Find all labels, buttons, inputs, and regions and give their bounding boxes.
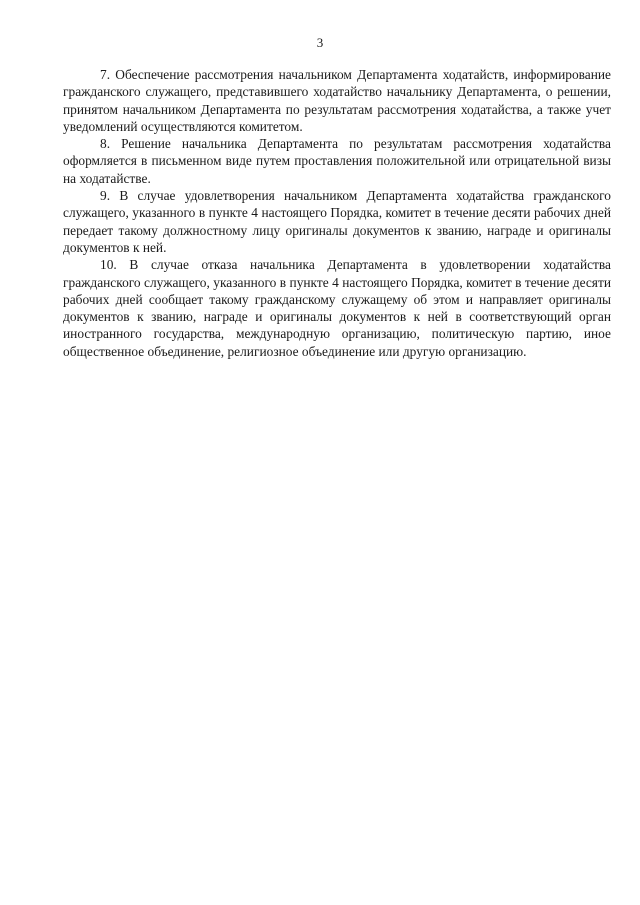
paragraph-7: 7. Обеспечение рассмотрения начальником Департамента ходатайств, информирование гражданского служащего, представившего ходатайство начальнику Департамента, о решении, принятом начальником Департамента по результатам рассмотрения ходатайства, а также учет уведомлений осуществляются комитетом. — [63, 67, 611, 134]
paragraph-9: 9. В случае удовлетворения начальником Департамента ходатайства гражданского служащего, указанного в пункте 4 настоящего Порядка, комитет в течение десяти рабочих дней передает такому должностному лицу оригиналы документов к званию, награде и оригиналы документов к ней. — [63, 188, 611, 255]
paragraph-10: 10. В случае отказа начальника Департамента в удовлетворении ходатайства гражданского служащего, указанного в пункте 4 настоящего Порядка, комитет в течение десяти рабочих дней сообщает такому гражданскому служащему об этом и направляет оригиналы документов к званию, награде и оригиналы документов к ней в соответствующий орган иностранного государства, международную организацию, политическую партию, иное общественное объединение, религиозное объединение или другую организацию. — [63, 257, 611, 359]
page-number: 3 — [316, 35, 324, 50]
paragraph-8: 8. Решение начальника Департамента по результатам рассмотрения ходатайства оформляется в письменном виде путем проставления положительной или отрицательной визы на ходатайстве. — [63, 136, 611, 186]
document-body — [63, 66, 611, 360]
